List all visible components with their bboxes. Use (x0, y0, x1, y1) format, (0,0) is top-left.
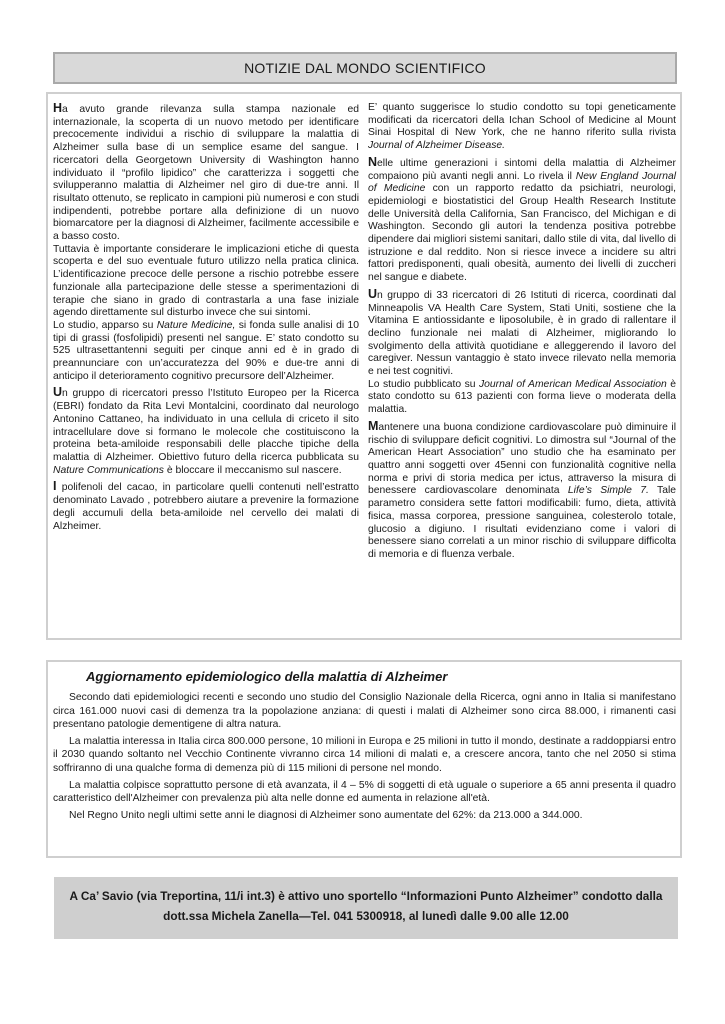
paragraph-text: E’ quanto suggerisce lo studio condotto su topi geneticamente modificati da ricercatori della Ichan School of Medicine al Mount Sinai Hospital di New York, che ne hanno riferito sulla rivista (368, 102, 676, 139)
paragraph-text: n gruppo di 33 ricercatori di 26 Istituti di ricerca, coordinati dal Minneapolis VA Health Care System, Stati Uniti, sostiene che la Vitamina E antiossidante e liposolubile, è in grado di rallentare il declino funzionale nei malati di Alzheimer, migliorando lo svolgimento della attività quotidiane e alleggerendo il lavoro del caregiver. Nessun vantaggio è stato invece rilevato nella memoria e nei test cognitivi. (368, 289, 676, 378)
index-name: Life’s Simple 7. (567, 485, 649, 497)
article-paragraph (368, 102, 676, 153)
drop-initial: I (53, 479, 57, 494)
right-column (368, 102, 676, 562)
paragraph-text: n gruppo di ricercatori presso l’Istituto Europeo per la Ricerca (EBRI) fondato da Rita Levi Montalcini, coordinato dal neurologo Antonino Cattaneo, ha individuato in una cellula di criceto il sito intracellulare dove si formano le molecole che costituiscono la proteina beta-amiloide responsabili delle placche tipiche della malattia di Alzheimer. Obiettivo futuro della ricerca pubblicata su (53, 388, 359, 463)
article-paragraph (53, 386, 359, 477)
paragraph-text: è stato condotto su 613 pazienti con forma lieve o moderata della malattia. (368, 378, 676, 416)
drop-initial: N (368, 154, 378, 169)
paragraph-text: Lo studio, apparso su (53, 319, 157, 331)
paragraph-text: Lo studio pubblicato su (368, 378, 479, 390)
article-paragraph (368, 420, 676, 562)
article-paragraph (53, 244, 359, 320)
article-paragraph (53, 320, 359, 384)
article-paragraph (368, 379, 676, 417)
paragraph-text: è bloccare il meccanismo sul nascere. (163, 464, 342, 476)
epidemiology-paragraph: Secondo dati epidemiologici recenti e secondo uno studio del Consiglio Nazionale della Ricerca, ogni anno in Italia si manifestano circa 161.000 nuovi casi di demenza tra la popolazione anziana: di questi i malati di Alzheimer sono circa 88.000, i rimanenti casi presentano patologie dementigene di altra natura. (53, 692, 676, 731)
page-title: NOTIZIE DAL MONDO SCIENTIFICO (53, 52, 677, 84)
epidemiology-body (53, 691, 676, 825)
journal-name: Nature Communications (53, 464, 164, 476)
journal-name: New England Journal of Medicine (368, 170, 677, 195)
drop-initial: U (53, 385, 63, 400)
paragraph-text: polifenoli del cacao, in particolare quelli contenuti nell’estratto denominato Lavado , potrebbero aiutare a prevenire la formazione degli accumuli della beta-amiloide nel cervello dei malati di Alzheimer. (53, 482, 359, 532)
paragraph-text: antenere una buona condizione cardiovascolare può diminuire il rischio di sviluppare deficit cognitivi. Lo dimostra sul “Journal of the American Heart Association” uno studio che ha esaminato per quattro anni soggetti over 45enni con funzionalità cognitive nella norma e privi di storia medica per ictus, attraverso la misura di benessere cardiovascolare denominata (368, 421, 676, 497)
paragraph-text: si fonda sulle analisi di 10 tipi di grassi (fosfolipidi) presenti nel sangue. E’ stato condotto su 525 ultrasettantenni seguiti per cinque anni ed è in grado di preannunciare con un’accuratezza del 90% e due-tre anni di anticipo il deterioramento cognitivo precursore dell’Alzheimer. (53, 319, 359, 382)
journal-name: Journal of Alzheimer Disease. (368, 140, 506, 152)
article-paragraph (53, 480, 359, 533)
paragraph-text: Tale parametro considera sette fattori modificabili: fumo, dieta, attività fisica, massa corporea, pressione sanguinea, colesterolo totale, glucosio a digiuno. I risultati evidenziano come i valori di benessere siano correlati a un minor rischio di sviluppare difficolta di memoria e di fluenza verbale. (368, 485, 676, 560)
drop-initial: U (368, 286, 378, 301)
epidemiology-paragraph: Nel Regno Unito negli ultimi sette anni le diagnosi di Alzheimer sono aumentate del 62%: da 213.000 a 344.000. (69, 809, 583, 821)
epidemiology-paragraph: La malattia interessa in Italia circa 800.000 persone, 10 milioni in Europa e 25 milioni in tutto il mondo, destinate a raddoppiarsi entro il 2030 quando soltanto nel Vecchio Continente vivranno circa 14 milioni di malati e, a crescere ancora, tanto che nel 2050 si stima soffriranno di una qualche forma di demenza più di 115 milioni di persone nel mondo. (53, 735, 676, 774)
notice-line: A Ca’ Savio (via Treportina, 11/i int.3) è attivo uno sportello “Informazioni Punto Alzheimer” condotto dalla (69, 889, 663, 903)
journal-name: Nature Medicine, (156, 319, 236, 331)
notice-line: dott.ssa Michela Zanella—Tel. 041 5300918, al lunedì dalle 9.00 alle 12.00 (163, 909, 569, 923)
left-column (53, 102, 359, 533)
section-title: Aggiornamento epidemiologico della malattia di Alzheimer (86, 669, 448, 684)
info-notice (54, 877, 678, 939)
paragraph-text: elle ultime generazioni i sintomi della malattia di Alzheimer compaiono più avanti negli anni. Lo rivela il (368, 157, 676, 182)
paragraph-text: Tuttavia è importante considerare le implicazioni etiche di questa scoperta e del suo eventuale futuro utilizzo nella pratica clinica. L’identificazione precoce delle persone a rischio potrebbe essere funzionale alla partecipazione delle stesse a sperimentazioni di terapie che siano in grado di contrastarla a una fase iniziale agendo direttamente sul disturbo invece che sui sintomi. (53, 243, 359, 319)
article-paragraph (53, 102, 359, 244)
article-paragraph (368, 156, 676, 285)
paragraph-text: a avuto grande rilevanza sulla stampa nazionale ed internazionale, la scoperta di un nuovo metodo per identificare precocemente individui a rischio di sviluppare la malattia di Alzheimer sulla base di un semplice esame del sangue. I ricercatori della Georgetown University di Washington hanno individuato il “profilo lipidico” che caratterizza i soggetti che svilupperanno malattia di Alzheimer nel giro di due-tre anni. Il risultato ottenuto, se replicato in campioni più numerosi e con studi indipendenti, potrebbe portare alla definizione di un nuovo biomarcatore per la diagnosi di Alzheimer, facilmente accessibile e a basso costo. (53, 104, 359, 243)
article-paragraph (368, 288, 676, 379)
epidemiology-paragraph: La malattia colpisce soprattutto persone di età avanzata, il 4 – 5% di soggetti di età uguale o superiore a 65 anni presenta il quadro caratteristico dell'Alzheimer con prevalenza più alta nelle donne ed aumenta in relazione all'età. (53, 779, 676, 805)
paragraph-text: con un rapporto redatto da psichiatri, neurologi, epidemiologi e biostatistici del Group Health Research Institute delle Università della California, San Francisco, del Michigan e di Washington. Secondo gli autori la tendenza positiva potrebbe dipendere dai migliori sistemi sanitari, dallo stile di vita, dal livello di istruzione e dal reddito. Non si riesce invece a incidere su altri fattori predisponenti, quali obesità, aumento dei livelli di zuccheri nel sangue e diabete. (368, 183, 676, 284)
drop-initial: H (53, 101, 63, 115)
drop-initial: M (368, 418, 379, 433)
journal-name: Journal of American Medical Association (478, 378, 667, 390)
